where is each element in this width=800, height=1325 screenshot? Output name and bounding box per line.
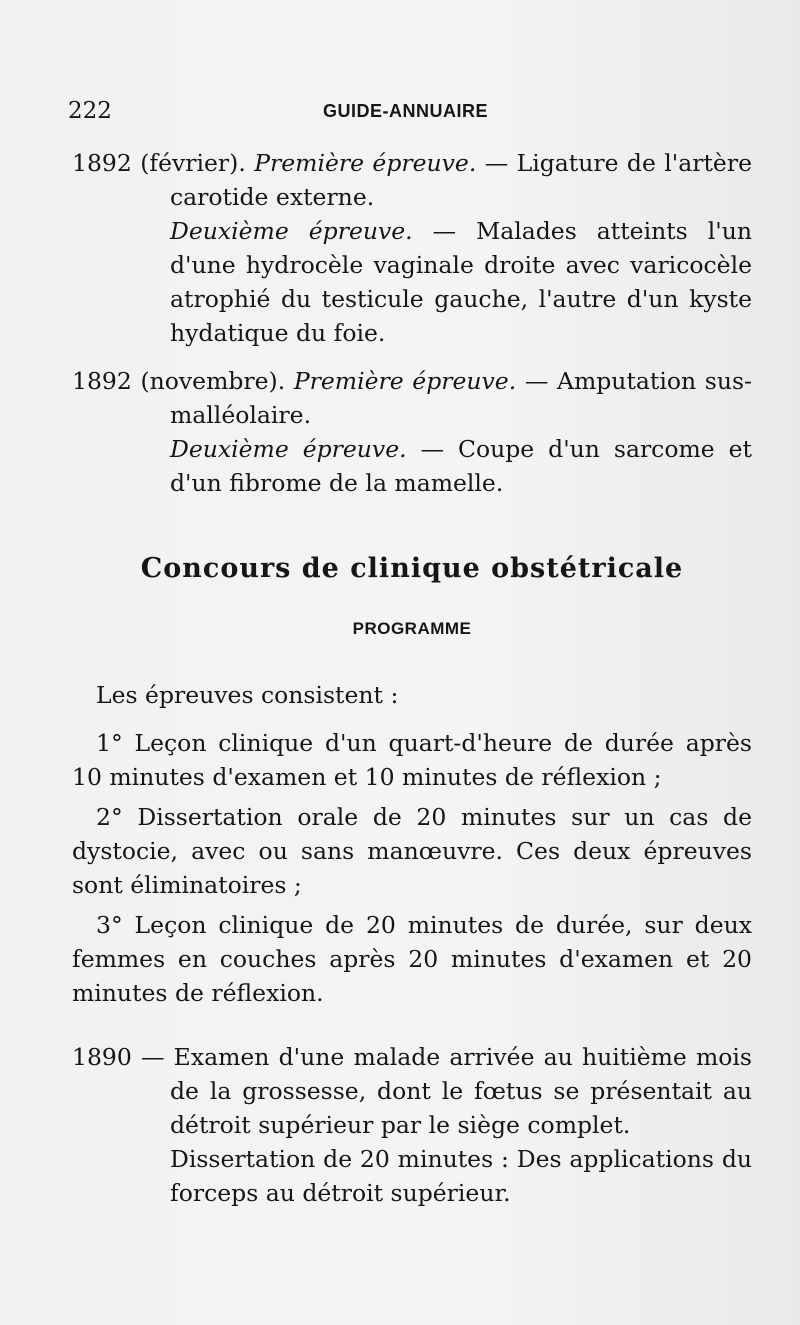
exam-item-3: 3° Leçon clinique de 20 minutes de durée, sur deux femmes en couches après 20 minutes d'examen et 20 minutes de réflexion.: [72, 911, 752, 1007]
second-exam-text: — Coupe d'un sarcome et d'un fibrome de la mamelle.: [170, 435, 752, 497]
entry-date: 1890 —: [72, 1043, 165, 1071]
exam-text: Examen d'une malade arrivée au huitième mois de la grossesse, dont le fœtus se présentait au détroit supérieur par le siège complet.: [170, 1043, 752, 1139]
first-exam-text: — Ligature de l'artère carotide externe.: [170, 149, 752, 211]
exam-entry-feb-1892: [72, 146, 752, 214]
page-header: [68, 98, 748, 128]
first-exam-label: Première épreuve.: [293, 367, 517, 395]
second-exam-text: — Malades atteints l'un d'une hydrocèle vaginale droite avec varicocèle atrophié du testicule gauche, l'autre d'un kyste hydatique du foie.: [170, 217, 752, 347]
second-exam-label: Deuxième épreuve.: [170, 435, 407, 463]
running-title: GUIDE-ANNUAIRE: [323, 101, 489, 121]
first-exam-text: — Amputation sus-malléolaire.: [170, 367, 752, 429]
second-exam-label: Deuxième épreuve.: [170, 217, 413, 245]
spacer: [72, 712, 752, 726]
spacer: [72, 1010, 752, 1040]
entry-date: 1892 (février).: [72, 149, 246, 177]
exam-entry-1890-second: [72, 1142, 752, 1210]
section-intro: Les épreuves consistent :: [96, 681, 399, 709]
spacer: [72, 350, 752, 364]
section-subtitle: PROGRAMME: [352, 619, 472, 638]
entry-date: 1892 (novembre).: [72, 367, 286, 395]
page-number: 222: [68, 98, 112, 124]
first-exam-label: Première épreuve.: [254, 149, 477, 177]
page-body: [72, 146, 752, 1210]
exam-item-1: 1° Leçon clinique d'un quart-d'heure de durée après 10 minutes d'examen et 10 minutes de réflexion ;: [72, 729, 752, 791]
exam-entry-feb-1892-second: [72, 214, 752, 350]
exam-entry-nov-1892-second: [72, 432, 752, 500]
section-title: Concours de clinique obstétricale: [140, 553, 684, 584]
exam-entry-1890: [72, 1040, 752, 1142]
exam-text: Dissertation de 20 minutes : Des applications du forceps au détroit supérieur.: [170, 1145, 752, 1207]
exam-entry-nov-1892: [72, 364, 752, 432]
exam-item-2: 2° Dissertation orale de 20 minutes sur un cas de dystocie, avec ou sans manœuvre. Ces deux épreuves sont éliminatoires ;: [72, 803, 752, 899]
